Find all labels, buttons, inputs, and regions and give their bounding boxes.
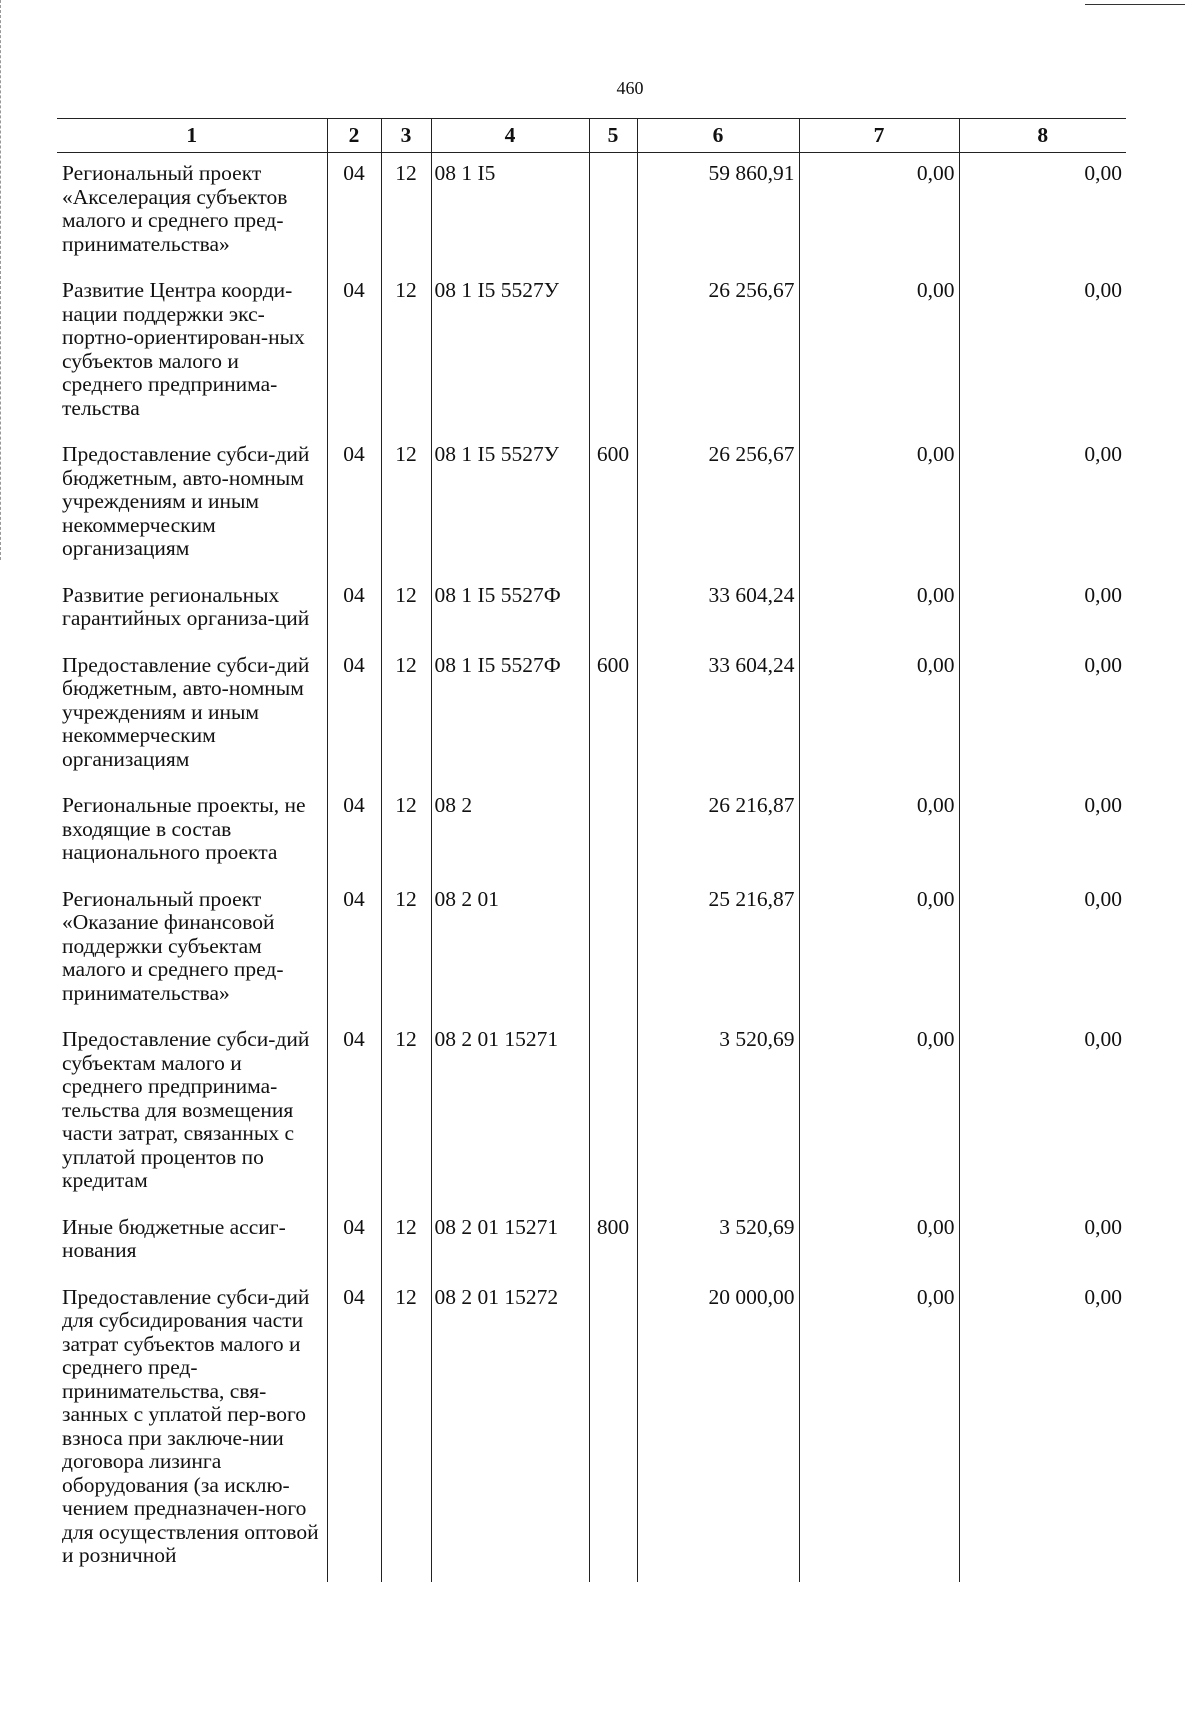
cell-section: 04 [327, 434, 381, 575]
cell-amount-year-1: 33 604,24 [637, 645, 799, 786]
cell-section: 04 [327, 645, 381, 786]
table-row [57, 879, 1126, 1020]
column-header-3: 3 [381, 119, 431, 153]
cell-amount-year-2: 0,00 [799, 785, 959, 879]
cell-amount-year-1: 20 000,00 [637, 1277, 799, 1582]
scan-top-line [1085, 4, 1185, 5]
cell-amount-year-1: 33 604,24 [637, 575, 799, 645]
cell-article: 08 2 01 15272 [431, 1277, 589, 1582]
table-row [57, 785, 1126, 879]
cell-article: 08 2 01 [431, 879, 589, 1020]
cell-section: 04 [327, 785, 381, 879]
cell-article: 08 1 I5 5527Ф [431, 575, 589, 645]
cell-amount-year-2: 0,00 [799, 270, 959, 434]
cell-article: 08 1 I5 5527У [431, 270, 589, 434]
cell-article: 08 2 [431, 785, 589, 879]
cell-expense-type: 800 [589, 1207, 637, 1277]
cell-amount-year-1: 3 520,69 [637, 1019, 799, 1207]
cell-amount-year-3: 0,00 [959, 1207, 1126, 1277]
cell-subsection: 12 [381, 270, 431, 434]
column-header-6: 6 [637, 119, 799, 153]
cell-expense-type [589, 879, 637, 1020]
cell-name: Развитие Центра коорди-нации поддержки экс-портно-ориентирован-ных субъектов малого и среднего предпринима-тельства [62, 278, 305, 420]
cell-section: 04 [327, 1277, 381, 1582]
cell-article: 08 1 I5 5527Ф [431, 645, 589, 786]
cell-amount-year-3: 0,00 [959, 1019, 1126, 1207]
cell-subsection: 12 [381, 575, 431, 645]
column-header-5: 5 [589, 119, 637, 153]
cell-subsection: 12 [381, 1019, 431, 1207]
cell-article: 08 2 01 15271 [431, 1019, 589, 1207]
cell-name: Региональный проект «Акселерация субъектов малого и среднего пред-принимательства» [62, 161, 288, 256]
table-row [57, 1019, 1126, 1207]
cell-amount-year-1: 3 520,69 [637, 1207, 799, 1277]
cell-amount-year-1: 26 256,67 [637, 270, 799, 434]
cell-amount-year-1: 26 216,87 [637, 785, 799, 879]
page-number: 460 [616, 78, 644, 98]
cell-expense-type [589, 270, 637, 434]
column-header-2: 2 [327, 119, 381, 153]
cell-expense-type [589, 1019, 637, 1207]
cell-amount-year-2: 0,00 [799, 1277, 959, 1582]
cell-amount-year-3: 0,00 [959, 153, 1126, 271]
table-row [57, 1277, 1126, 1582]
cell-subsection: 12 [381, 1277, 431, 1582]
cell-amount-year-3: 0,00 [959, 645, 1126, 786]
cell-section: 04 [327, 270, 381, 434]
cell-name: Региональные проекты, не входящие в состав национального проекта [62, 793, 306, 864]
cell-name: Иные бюджетные ассиг-нования [62, 1214, 286, 1262]
column-header-1: 1 [57, 119, 327, 153]
cell-expense-type: 600 [589, 434, 637, 575]
cell-subsection: 12 [381, 645, 431, 786]
cell-name: Региональный проект «Оказание финансовой поддержки субъектам малого и среднего пред-принимательства» [62, 886, 284, 1005]
table-row [57, 575, 1126, 645]
table-row [57, 270, 1126, 434]
cell-amount-year-3: 0,00 [959, 879, 1126, 1020]
cell-expense-type [589, 785, 637, 879]
cell-section: 04 [327, 1019, 381, 1207]
table-row [57, 1207, 1126, 1277]
cell-expense-type [589, 575, 637, 645]
cell-expense-type [589, 153, 637, 271]
cell-section: 04 [327, 153, 381, 271]
cell-name: Предоставление субси-дий субъектам малого и среднего предпринима-тельства для возмещения части затрат, связанных с уплатой процентов по кредитам [62, 1027, 310, 1192]
column-header-7: 7 [799, 119, 959, 153]
cell-amount-year-3: 0,00 [959, 575, 1126, 645]
cell-amount-year-1: 59 860,91 [637, 153, 799, 271]
cell-name: Предоставление субси-дий бюджетным, авто-номным учреждениям и иным некоммерческим организациям [62, 652, 310, 771]
cell-name: Предоставление субси-дий для субсидирования части затрат субъектов малого и среднего пред-принимательства, свя-занных с уплатой пер-вого взноса при заключе-нии договора лизинга оборудования (за исклю-чением предназначен-ного для осуществления оптовой и розничной [62, 1284, 319, 1567]
budget-table [57, 118, 1126, 1582]
cell-subsection: 12 [381, 153, 431, 271]
cell-amount-year-2: 0,00 [799, 1207, 959, 1277]
cell-amount-year-1: 26 256,67 [637, 434, 799, 575]
header-row [57, 119, 1126, 153]
cell-amount-year-2: 0,00 [799, 879, 959, 1020]
table-body [57, 153, 1126, 1582]
cell-name: Развитие региональных гарантийных организа-ций [62, 582, 310, 630]
cell-section: 04 [327, 575, 381, 645]
table-row [57, 434, 1126, 575]
scan-edge-mark [0, 0, 3, 560]
cell-expense-type [589, 1277, 637, 1582]
cell-expense-type: 600 [589, 645, 637, 786]
cell-section: 04 [327, 879, 381, 1020]
cell-subsection: 12 [381, 434, 431, 575]
cell-amount-year-2: 0,00 [799, 1019, 959, 1207]
cell-subsection: 12 [381, 785, 431, 879]
cell-amount-year-3: 0,00 [959, 270, 1126, 434]
cell-subsection: 12 [381, 879, 431, 1020]
cell-article: 08 1 I5 [431, 153, 589, 271]
cell-amount-year-2: 0,00 [799, 575, 959, 645]
cell-amount-year-2: 0,00 [799, 645, 959, 786]
cell-name: Предоставление субси-дий бюджетным, авто-номным учреждениям и иным некоммерческим организациям [62, 442, 310, 560]
cell-amount-year-3: 0,00 [959, 785, 1126, 879]
column-header-4: 4 [431, 119, 589, 153]
cell-amount-year-3: 0,00 [959, 434, 1126, 575]
cell-article: 08 1 I5 5527У [431, 434, 589, 575]
cell-amount-year-1: 25 216,87 [637, 879, 799, 1020]
cell-amount-year-3: 0,00 [959, 1277, 1126, 1582]
table-row [57, 645, 1126, 786]
table-row [57, 153, 1126, 271]
cell-subsection: 12 [381, 1207, 431, 1277]
cell-article: 08 2 01 15271 [431, 1207, 589, 1277]
cell-section: 04 [327, 1207, 381, 1277]
column-header-8: 8 [959, 119, 1126, 153]
cell-amount-year-2: 0,00 [799, 434, 959, 575]
cell-amount-year-2: 0,00 [799, 153, 959, 271]
